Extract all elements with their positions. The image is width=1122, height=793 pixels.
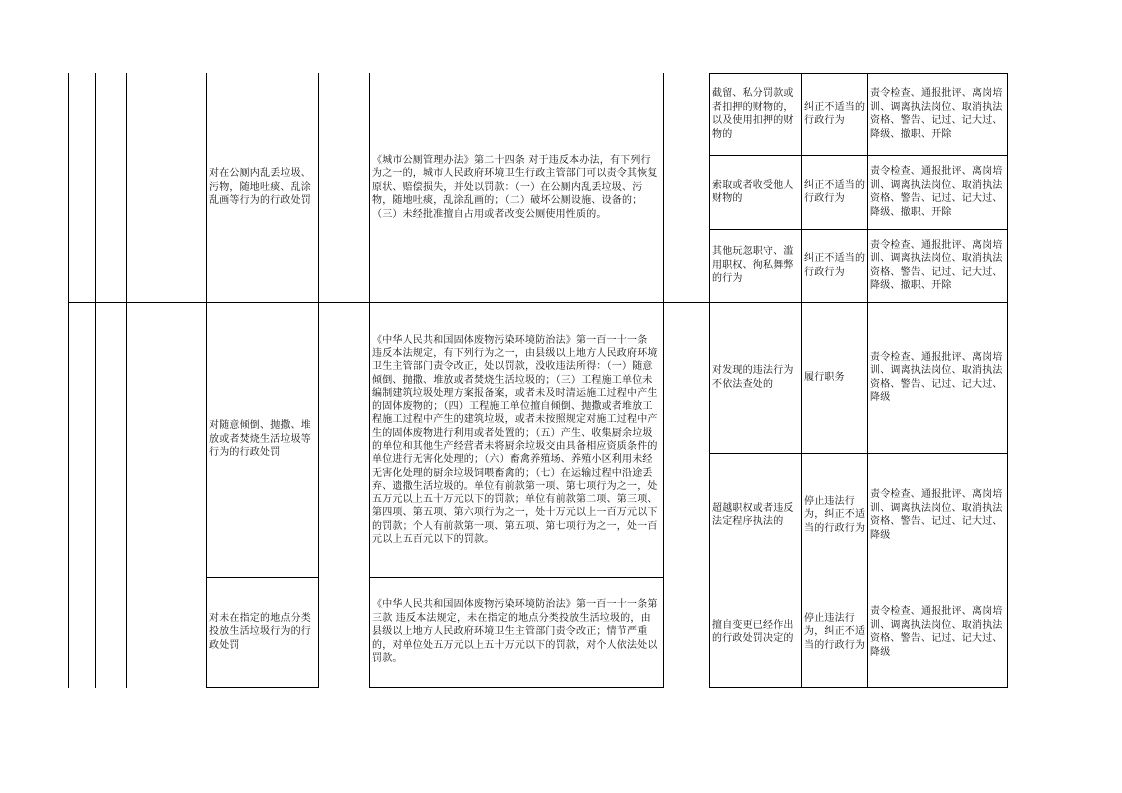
grid-line: [709, 687, 1008, 688]
duty-measure: 履行职务: [804, 371, 845, 383]
duty-measure: 停止违法行为，纠正不适当的行政行为: [804, 612, 866, 651]
grid-line: [709, 73, 710, 688]
duty-penalty: 责令检查、通报批评、离岗培训、调离执法岗位、取消执法资格、警告、记过、记大过、降级: [870, 489, 1003, 541]
grid-line: [318, 73, 319, 688]
grid-line: [1007, 73, 1008, 688]
grid-line: [369, 73, 370, 688]
legal-basis: 《中华人民共和国固体废物污染环境防治法》第一百一十一条 违反本法规定，有下列行为之一，由县级以上地方人民政府环境卫生主管部门责令改正，处以罚款，没收违法所得：（一）随意倾倒、抛撒、堆放或者焚烧生活垃圾的；（三）工程施工单位未编制建筑垃圾处理方案报备案，或者未及时清运施工过程中产生的固体废物的；（四）工程施工单位擅自倾倒、抛撒或者堆放工程施工过程中产生的建筑垃圾，或者未按照规定对施工过程中产生的固体废物进行利用或者处置的；（五）产生、收集厨余垃圾的单位和其他生产经营者未将厨余垃圾交由具备相应资质条件的单位进行无害化处理的；（六）畜禽养殖场、养殖小区利用未经无害化处理的厨余垃圾饲喂畜禽的；（七）在运输过程中沿途丢弃、遗撒生活垃圾的。单位有前款第一项、第七项行为之一，处五万元以上五十万元以下的罚款；单位有前款第二项、第三项、第四项、第五项、第六项行为之一，处十万元以上一百万元以下的罚款；个人有前款第一项、第五项、第七项行为之一，处一百元以上五百元以下的罚款。: [372, 334, 658, 546]
grid-line: [801, 73, 802, 688]
duty-penalty: 责令检查、通报批评、离岗培训、调离执法岗位、取消执法资格、警告、记过、记大过、降级、撤职、开除: [870, 166, 1003, 218]
duty-penalty: 责令检查、通报批评、离岗培训、调离执法岗位、取消执法资格、警告、记过、记大过、降级、撤职、开除: [870, 88, 1003, 140]
duty-situation: 对发现的违法行为不依法查处的: [712, 365, 794, 390]
legal-basis: 《城市公厕管理办法》第二十四条 对于违反本办法，有下列行为之一的，城市人民政府环境卫生行政主管部门可以责令其恢复原状、赔偿损失，并处以罚款：（一）在公厕内乱丢垃圾、污物，随地吐痰，乱涂乱画的；（二）破坏公厕设施、设备的；（三）未经批准擅自占用或者改变公厕使用性质的。: [372, 154, 658, 220]
table-row-item: 对未在指定的地点分类投放生活垃圾行为的行政处罚: [209, 612, 311, 651]
grid-line: [206, 687, 319, 688]
grid-line: [95, 73, 96, 688]
grid-line: [663, 73, 664, 688]
duty-situation: 擅自变更已经作出的行政处罚决定的: [712, 619, 794, 644]
grid-line: [369, 687, 664, 688]
legal-basis: 《中华人民共和国固体废物污染环境防治法》第一百一十一条第三款 违反本法规定，未在指定的地点分类投放生活垃圾的，由县级以上地方人民政府环境卫生主管部门责令改正；情节严重的，对单位处五万元以上五十万元以下的罚款，对个人依法处以罚款。: [372, 599, 658, 665]
duty-measure: 纠正不适当的行政行为: [804, 101, 866, 126]
duty-situation: 其他玩忽职守、滥用职权、徇私舞弊的行为: [712, 246, 794, 285]
duty-penalty: 责令检查、通报批评、离岗培训、调离执法岗位、取消执法资格、警告、记过、记大过、降级: [870, 606, 1003, 658]
grid-line: [126, 73, 127, 688]
duty-penalty: 责令检查、通报批评、离岗培训、调离执法岗位、取消执法资格、警告、记过、记大过、降级: [870, 351, 1003, 403]
duty-measure: 纠正不适当的行政行为: [804, 253, 866, 278]
duty-measure: 停止违法行为，纠正不适当的行政行为: [804, 495, 866, 534]
table-row-item: 对在公厕内乱丢垃圾、污物，随地吐痰、乱涂乱画等行为的行政处罚: [209, 168, 311, 207]
duty-situation: 索取或者收受他人财物的: [712, 179, 794, 204]
duty-measure: 纠正不适当的行政行为: [804, 179, 866, 204]
duty-situation: 超越职权或者违反法定程序执法的: [712, 502, 794, 527]
grid-line: [867, 73, 868, 688]
grid-line: [206, 73, 207, 688]
duty-situation: 截留、私分罚款或者扣押的财物的，以及使用扣押的财物的: [712, 88, 794, 140]
duty-penalty: 责令检查、通报批评、离岗培训、调离执法岗位、取消执法资格、警告、记过、记大过、降级、撤职、开除: [870, 239, 1003, 291]
table-row-item: 对随意倾倒、抛撒、堆放或者焚烧生活垃圾等行为的行政处罚: [209, 420, 311, 459]
grid-line: [68, 73, 69, 688]
